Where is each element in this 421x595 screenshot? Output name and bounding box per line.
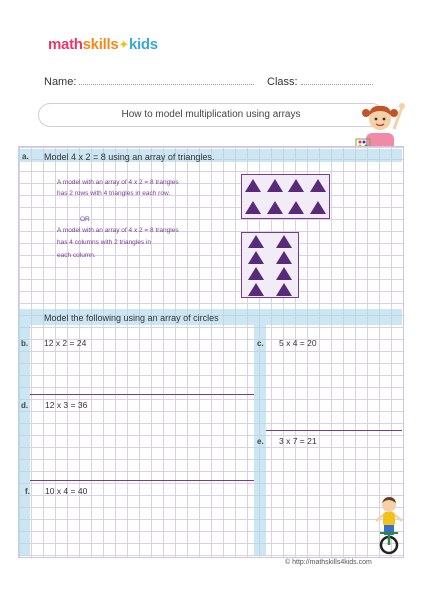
explanation-2-line-3: each column. <box>57 252 96 259</box>
triangle <box>276 235 292 248</box>
logo-star-icon: ✦ <box>118 37 129 52</box>
logo-math: math <box>48 36 83 53</box>
problem-e-letter: e. <box>257 437 264 446</box>
name-row <box>44 75 254 88</box>
problem-c-equation: 5 x 4 = 20 <box>279 338 317 348</box>
triangle <box>248 267 264 280</box>
problem-b-equation: 12 x 2 = 24 <box>44 338 87 348</box>
class-label: Class: <box>267 76 298 88</box>
triangle <box>245 179 261 192</box>
problem-d-letter: d. <box>21 401 29 410</box>
grid-paper <box>18 146 404 558</box>
triangle <box>310 201 326 214</box>
name-label: Name: <box>44 76 77 88</box>
triangle <box>288 179 304 192</box>
triangle <box>276 251 292 264</box>
footer-copyright[interactable]: © http://mathskills4kids.com <box>285 559 372 566</box>
logo-kids: kids <box>128 36 158 53</box>
logo <box>48 36 158 53</box>
triangle <box>310 179 326 192</box>
triangle <box>276 267 292 280</box>
separator-d-f <box>30 480 254 481</box>
triangle <box>267 201 283 214</box>
triangle <box>276 283 292 296</box>
triangle-array-2x4 <box>241 174 330 219</box>
separator-c-e <box>266 430 402 431</box>
class-field[interactable] <box>301 75 373 85</box>
name-field[interactable] <box>79 75 254 85</box>
boy-on-bike-icon <box>372 495 406 555</box>
triangle <box>245 201 261 214</box>
problem-e-equation: 3 x 7 = 21 <box>279 436 317 446</box>
explanation-2-line-1: A model with an array of 4 x 2 = 8 trangles <box>57 227 179 234</box>
problem-c-letter: c. <box>257 339 264 348</box>
explanation-2-line-2: has 4 columns with 2 triangles in <box>57 239 151 246</box>
triangle <box>288 201 304 214</box>
triangle <box>248 235 264 248</box>
explanation-1-line-1: A model with an array of 4 x 2 = 8 trangles <box>57 179 179 186</box>
section-a-heading: Model 4 x 2 = 8 using an array of triangles. <box>44 152 215 162</box>
problem-f-equation: 10 x 4 = 40 <box>45 486 88 496</box>
explanation-1-line-2: has 2 rows with 4 triangles in each row. <box>57 190 171 197</box>
circles-section-heading: Model the following using an array of circles <box>44 313 219 323</box>
or-label: OR <box>80 216 90 223</box>
separator-b-d <box>30 394 254 395</box>
left-margin-band <box>18 325 30 556</box>
page-title: How to model multiplication using arrays <box>38 103 384 127</box>
class-row <box>267 75 373 88</box>
problem-f-letter: f. <box>25 487 30 496</box>
triangle <box>248 283 264 296</box>
section-a-letter: a. <box>22 152 29 161</box>
problem-d-equation: 12 x 3 = 36 <box>45 400 88 410</box>
triangle <box>248 251 264 264</box>
problem-b-letter: b. <box>21 339 29 348</box>
triangle <box>267 179 283 192</box>
logo-skills: skills <box>82 36 119 53</box>
triangle-array-4x2 <box>241 232 299 298</box>
